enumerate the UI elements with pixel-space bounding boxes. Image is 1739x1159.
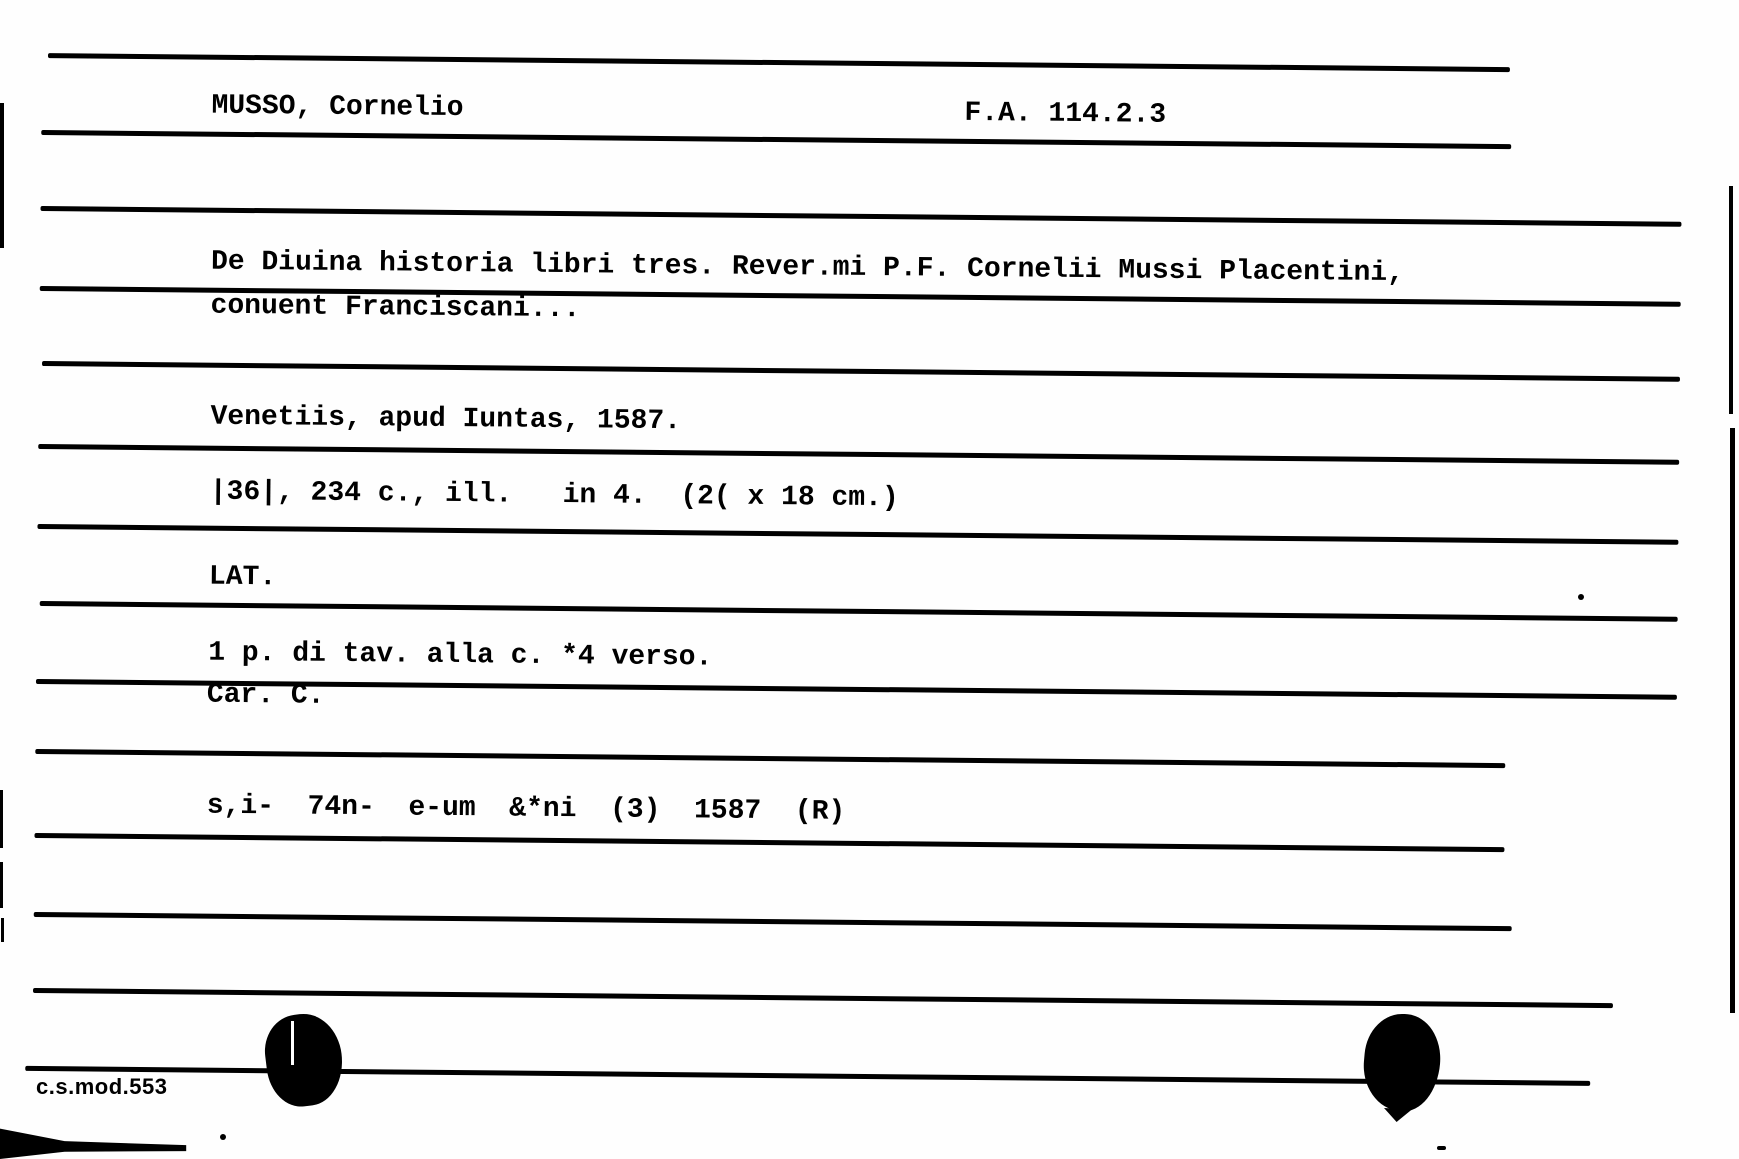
left-card-edge bbox=[0, 103, 4, 248]
call-number: F.A. 114.2.3 bbox=[964, 97, 1167, 131]
scan-speck bbox=[1437, 1146, 1446, 1150]
left-card-edge bbox=[0, 862, 3, 908]
ruled-line bbox=[33, 988, 1613, 1008]
scan-speck bbox=[220, 1134, 226, 1140]
right-card-edge bbox=[1730, 428, 1735, 1013]
ruled-line bbox=[38, 444, 1679, 465]
scan-speck bbox=[1578, 594, 1584, 600]
title-line-1: De Diuina historia libri tres. Rever.mi P.F. Cornelii Mussi Placentini, bbox=[210, 246, 1405, 290]
ruled-line bbox=[34, 912, 1512, 931]
right-card-edge bbox=[1729, 186, 1733, 414]
ruled-line bbox=[41, 130, 1511, 149]
left-card-edge bbox=[1, 918, 4, 942]
ink-blot-highlight bbox=[291, 1021, 294, 1065]
ruled-line bbox=[42, 361, 1680, 382]
collation-line: |36|, 234 c., ill. in 4. (2( x 18 cm.) bbox=[209, 476, 899, 515]
ruled-line bbox=[25, 1066, 1590, 1086]
note-line-2: Car. C. bbox=[206, 679, 325, 712]
title-line-2: conuent Franciscani... bbox=[210, 290, 581, 326]
ruled-line bbox=[41, 206, 1682, 227]
ruled-line bbox=[48, 53, 1510, 72]
language-line: LAT. bbox=[208, 561, 277, 594]
code-line: s,i- 74n- e-um &*ni (3) 1587 (R) bbox=[206, 790, 846, 828]
form-number: c.s.mod.553 bbox=[36, 1074, 168, 1099]
ruled-line bbox=[35, 749, 1505, 768]
ruled-line bbox=[40, 601, 1678, 622]
ruled-line bbox=[34, 833, 1504, 852]
left-card-edge bbox=[0, 790, 3, 848]
author-heading: MUSSO, Cornelio bbox=[211, 90, 464, 125]
ruled-line bbox=[37, 524, 1678, 545]
note-line-1: 1 p. di tav. alla c. *4 verso. bbox=[208, 637, 713, 674]
imprint-line: Venetiis, apud Iuntas, 1587. bbox=[210, 401, 682, 438]
